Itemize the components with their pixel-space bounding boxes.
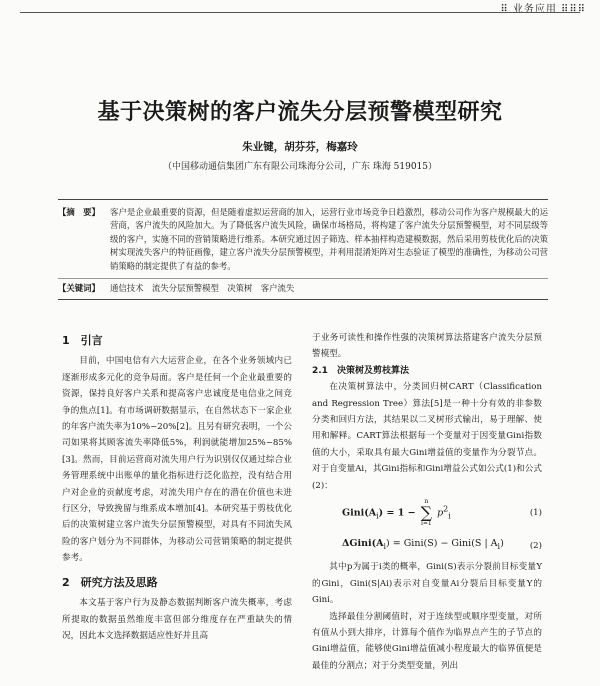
- formula-1-term: p: [437, 507, 444, 519]
- right-column: [312, 330, 542, 674]
- cart-paragraph: 在决策树算法中，分类回归树CART（Classification and Regression Tree）算法[5]是一种十分有效的非参数分类和回归方法，其结果以二叉树形式输出，易于理解、使用和解释。CART算法根据每一个变量对于因变量Gini指数值的大小，采取具有最大Gini增益值的变量作为分裂节点。对于自变量Ai，其Gini指标和Gini增益公式如公式(1)和公式(2)：: [312, 382, 542, 491]
- section-2-paragraph: 本文基于客户行为及静态数据判断客户流失概率，考虑所提取的数据虽然维度丰富但部分维度存在严重缺失的情况，因此本文选择数据适应性好并且高: [62, 598, 292, 641]
- formula-2-lhs: ΔGini(A: [342, 538, 384, 550]
- formula-1-expression: [342, 498, 451, 528]
- formula-2-rest: ) = Gini(S) − Gini(S | A: [386, 538, 498, 550]
- keywords-label: 【关键词】: [58, 283, 100, 294]
- formula-1-term-sub: i: [448, 511, 451, 521]
- formula-2: [312, 532, 542, 559]
- abstract-row: [58, 206, 548, 273]
- split-paragraph: 选择最佳分割阈值时，对于连续型或顺序型变量，对所有值从小到大排序，计算每个值作为临界点产生的子节点的Gini增益值，能够使Gini增益值减小程度最大的临界值便是最佳的分割点；对于分类型变量，列出: [312, 611, 542, 671]
- paper-authors: 朱业键，胡芬芬，梅嘉玲: [242, 141, 358, 153]
- sum-symbol: [421, 498, 432, 528]
- section-tag-label: 业务应用: [512, 4, 557, 15]
- formula-2-lhs-sub: i: [383, 541, 387, 551]
- formula-1-rhs: ) = 1 −: [378, 507, 416, 519]
- formula-1-number: (1): [529, 507, 542, 518]
- formula-2-expression: [342, 536, 504, 555]
- sigma-glyph: ∑: [420, 503, 433, 523]
- section-2-heading: 2 研究方法及思路: [62, 575, 158, 589]
- formula-1: [312, 494, 542, 532]
- abstract-text: 客户是企业最重要的资源，但是随着虚拟运营商的加入，运营行业市场竞争日趋激烈，移动公司作为客户规模最大的运营商，客户流失的风险加大。为了降低客户流失风险，确保市场格局，将构建了客户流失分层预警模型，对不同层级等级的客户，实施不同的营销策略进行维系。本研究通过因子筛选、样本抽样构造建模数据，然后采用剪枝优化后的决策树实现流失客户的特征画像，建立客户流失分层预警模型，并利用混淆矩阵对生态验证了模型的准确性，为移动公司营销策略的制定提供了有益的参考。: [110, 207, 548, 271]
- formula-2-number: (2): [529, 540, 542, 551]
- formula-1-lhs-sub: i: [376, 511, 379, 521]
- left-column: [62, 330, 292, 644]
- formula-1-term-sup: 2: [443, 504, 449, 514]
- continued-paragraph: 于业务可读性和操作性强的决策树算法搭建客户流失分层预警模型。: [312, 333, 542, 360]
- section-tag: ⠿ 业务应用 ⠿⠿⠿: [500, 4, 586, 15]
- keywords-text: 通信技术 流失分层预警模型 决策树 客户流失: [110, 283, 295, 294]
- sum-bottom: i=1: [420, 520, 432, 528]
- formula-2-end: ): [500, 538, 504, 550]
- section-1-paragraph: 目前，中国电信有六大运营企业，在各个业务领域内已逐渐形成多元化的竞争局面。客户是任何一个企业最重要的资源，保持良好客户关系和提高客户忠诚度是电信业之间竞争的焦点[1]。有市场调研数据显示，在自然状态下一家企业的年客户流失率为10%~20%[2]。且另有研究表明，一个公司如果将其顾客流失率降低5%，利润就能增加25%~85%[3]。然而，目前运营商对流失用户行为识别仅仅通过综合业务管理系统中出账单的量化指标进行泛化监控，没有结合用户对企业的贡献度考虑，对流失用户存在的潜在价值也未进行区分，导致挽留与维系成本增加[4]。本研究基于剪枝优化后的决策树建立客户流失分层预警模型，对具有不同流失风险的客户划分为不同群体，为移动公司营销策略的制定提供参考。: [62, 356, 292, 564]
- abstract-label: 【摘 要】: [58, 207, 100, 217]
- header-rule: [20, 12, 580, 13]
- paper-title: 基于决策树的客户流失分层预警模型研究: [97, 100, 503, 125]
- section-2-1-heading: 2.1 决策树及剪枝算法: [312, 365, 409, 376]
- section-1-heading: 1 引言: [62, 334, 103, 347]
- paper-affiliation: （中国移动通信集团广东有限公司珠海分公司，广东 珠海 519015）: [162, 162, 438, 172]
- definition-paragraph: 其中p为属于i类的概率，Gini(S)表示分裂前目标变量Y的Gini，Gini(S|Ai)表示对自变量Ai分裂后目标变量Y的Gini。: [312, 562, 542, 606]
- sum-top: n: [424, 498, 429, 506]
- keywords-row: [58, 278, 548, 295]
- formula-2-rest-sub: i: [497, 541, 501, 551]
- abstract-box: [58, 199, 548, 300]
- formula-1-lhs: Gini(A: [342, 507, 377, 519]
